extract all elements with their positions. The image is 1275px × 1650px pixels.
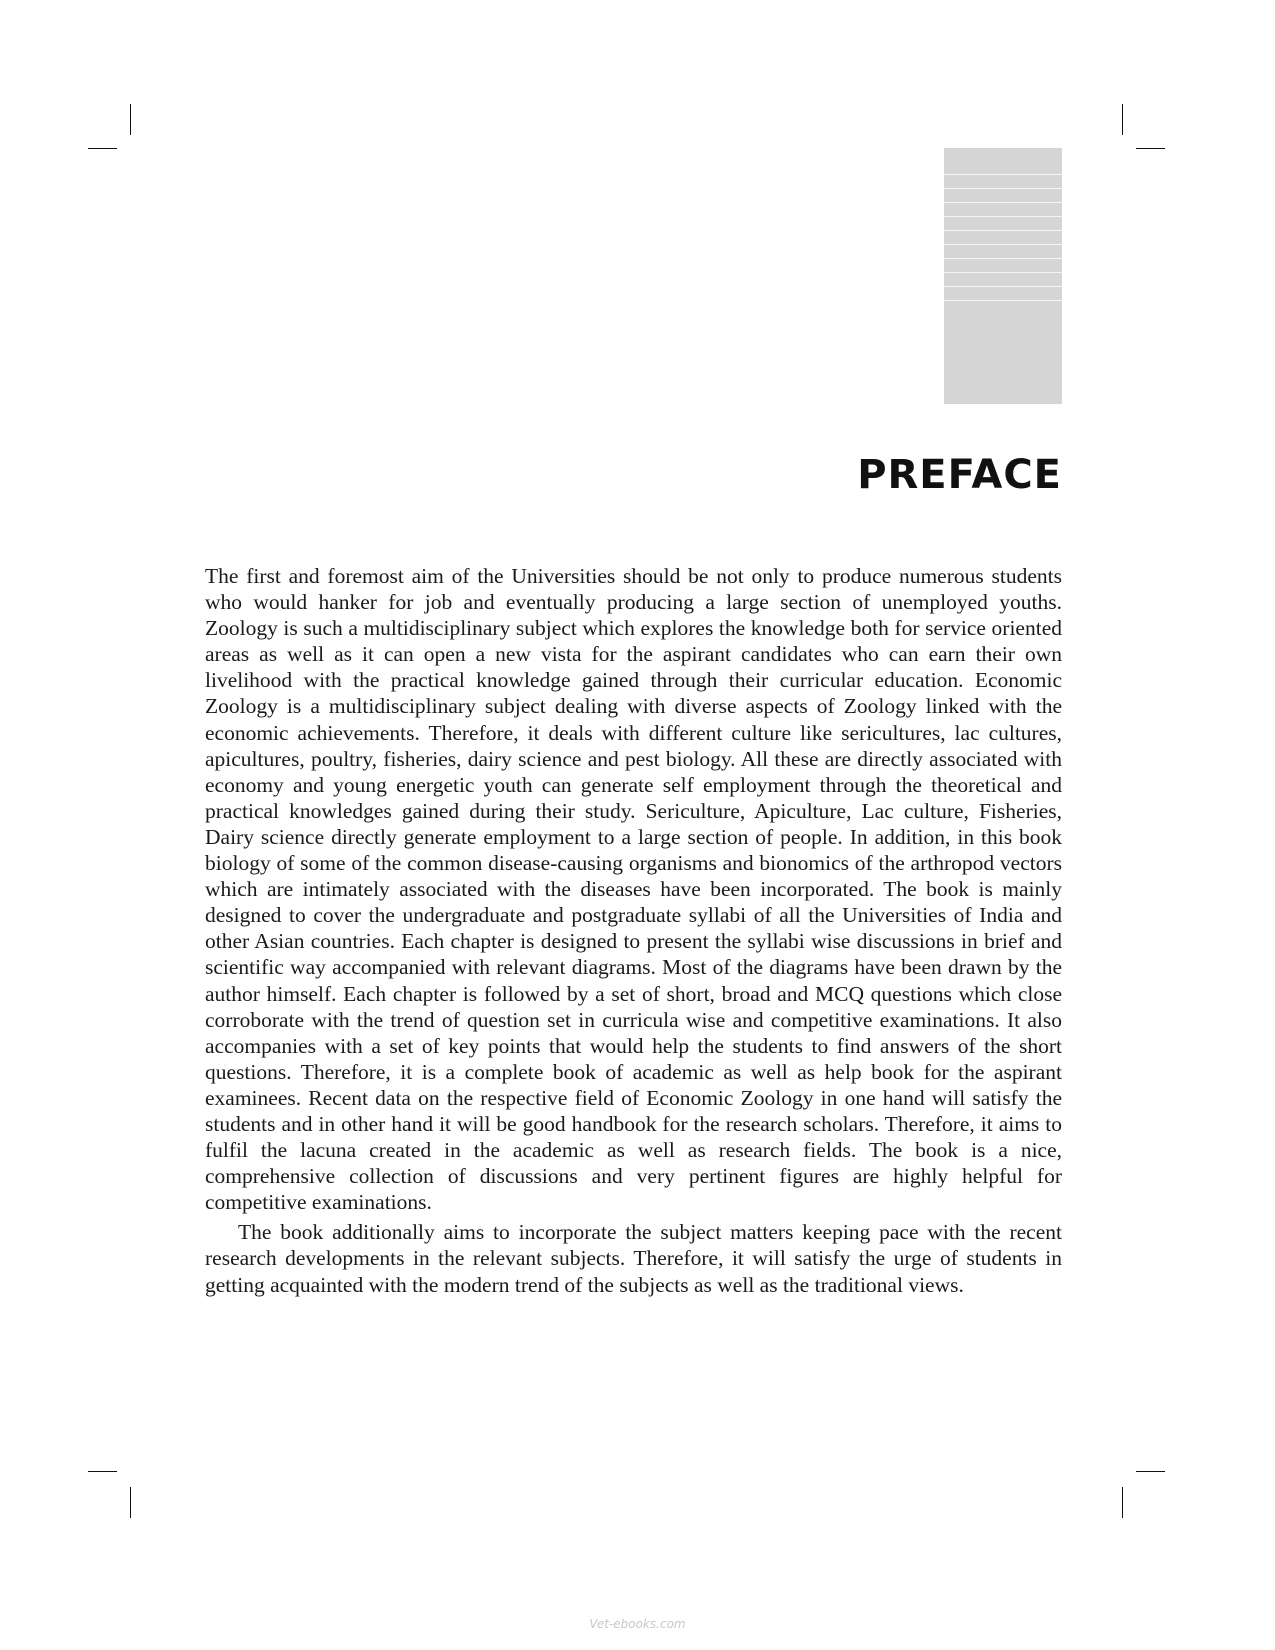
crop-mark bbox=[88, 1471, 117, 1472]
crop-mark bbox=[1136, 1471, 1165, 1472]
preface-body bbox=[205, 563, 1062, 1298]
paragraph: The first and foremost aim of the Universities should be not only to produce numerous students who would hanker for job and eventually producing a large section of unemployed youths. Zoology is such a multidisciplinary subject which explores the knowledge both for service oriented areas as well as it can open a new vista for the aspirant candidates who can earn their own livelihood with the practical knowledge gained through their curricular education. Economic Zoology is a multidisciplinary subject dealing with diverse aspects of Zoology linked with the economic achievements. Therefore, it deals with different culture like sericultures, lac cultures, apicultures, poultry, fisheries, dairy science and pest biology. All these are directly associated with economy and young energetic youth can generate self employment through the theoretical and practical knowledges gained during their study. Sericulture, Apiculture, Lac culture, Fisheries, Dairy science directly generate employment to a large section of people. In addition, in this book biology of some of the common disease-causing organisms and bionomics of the arthropod vectors which are intimately associated with the diseases have been incorporated. The book is mainly designed to cover the undergraduate and postgraduate syllabi of all the Universities of India and other Asian countries. Each chapter is designed to present the syllabi wise discussions in brief and scientific way accompanied with relevant diagrams. Most of the diagrams have been drawn by the author himself. Each chapter is followed by a set of short, broad and MCQ questions which close corroborate with the trend of question set in curricula wise and competitive examinations. It also accompanies with a set of key points that would help the students to find answers of the short questions. Therefore, it is a complete book of academic as well as help book for the aspirant examinees. Recent data on the respective field of Economic Zoology in one hand will satisfy the students and in other hand it will be good handbook for the research scholars. Therefore, it aims to fulfil the lacuna created in the academic as well as research fields. The book is a nice, comprehensive collection of discussions and very pertinent figures are highly helpful for competitive examinations. bbox=[205, 564, 1062, 1215]
crop-mark bbox=[1122, 1487, 1123, 1518]
crop-mark bbox=[1122, 104, 1123, 135]
crop-mark bbox=[130, 1487, 131, 1518]
page-title: PREFACE bbox=[857, 452, 1062, 498]
crop-mark bbox=[130, 104, 131, 135]
watermark: Vet-ebooks.com bbox=[589, 1617, 686, 1631]
crop-mark bbox=[1136, 148, 1165, 149]
chapter-decoration-block bbox=[944, 148, 1062, 404]
paragraph: The book additionally aims to incorporate the subject matters keeping pace with the recent research developments in the relevant subjects. Therefore, it will satisfy the urge of students in getting acquainted with the modern trend of the subjects as well as the traditional views. bbox=[205, 1220, 1062, 1297]
crop-mark bbox=[88, 148, 117, 149]
